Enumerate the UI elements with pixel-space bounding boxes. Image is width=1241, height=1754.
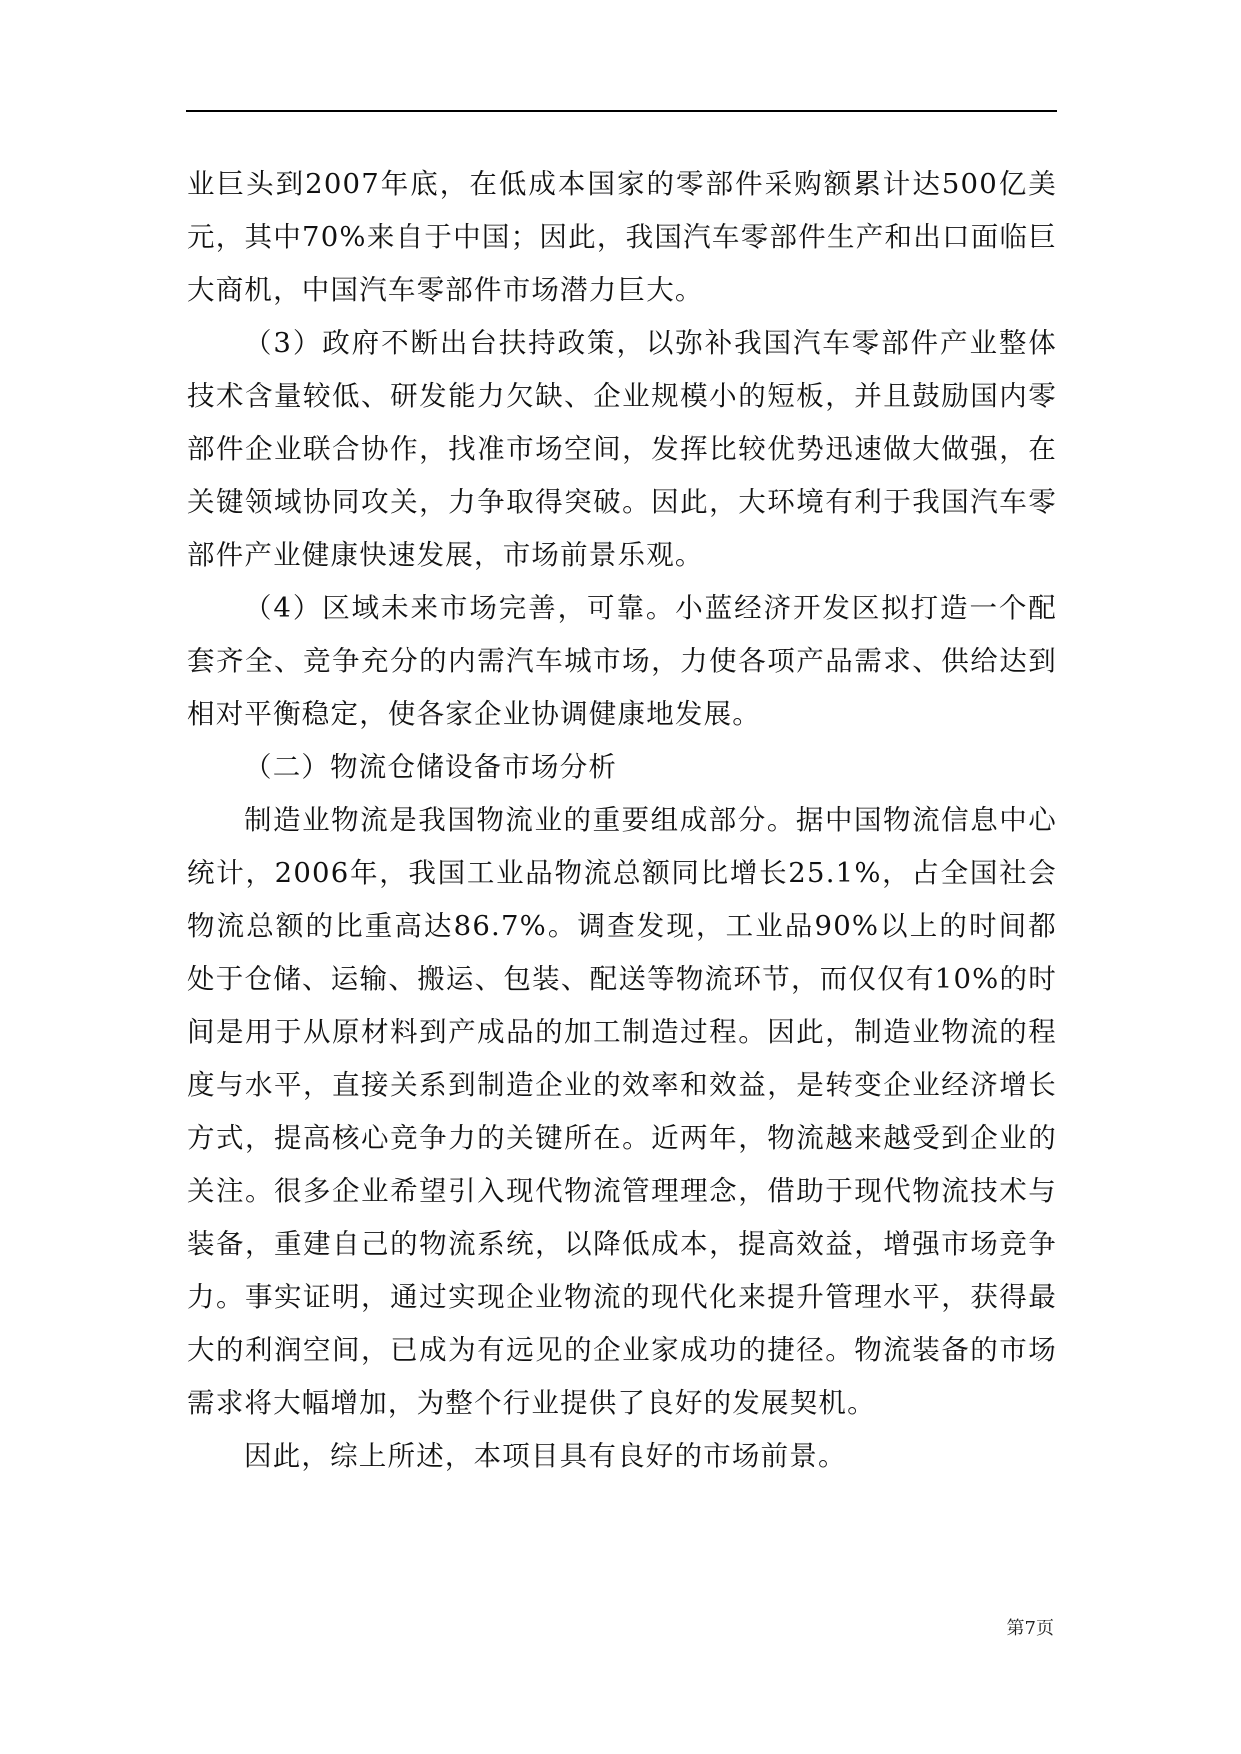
section-heading-logistics: （二）物流仓储设备市场分析	[244, 751, 618, 783]
page-number: 第7页	[1006, 1618, 1054, 1639]
document-body	[187, 158, 1057, 1483]
paragraph-policy-support: （3）政府不断出台扶持政策，以弥补我国汽车零部件产业整体技术含量较低、研发能力欠缺、企业规模小的短板，并且鼓励国内零部件企业联合协作，找准市场空间，发挥比较优势迅速做大做强，在关键领域协同攻关，力争取得突破。因此，大环境有利于我国汽车零部件产业健康快速发展，市场前景乐观。	[187, 327, 1057, 571]
paragraph-conclusion: 因此，综上所述，本项目具有良好的市场前景。	[244, 1440, 847, 1472]
header-rule	[186, 110, 1057, 112]
paragraph-logistics-analysis: 制造业物流是我国物流业的重要组成部分。据中国物流信息中心统计，2006年，我国工业品物流总额同比增长25.1%，占全国社会物流总额的比重高达86.7%。调查发现，工业品90%以上的时间都处于仓储、运输、搬运、包装、配送等物流环节，而仅仅有10%的时间是用于从原材料到产成品的加工制造过程。因此，制造业物流的程度与水平，直接关系到制造企业的效率和效益，是转变企业经济增长方式，提高核心竞争力的关键所在。近两年，物流越来越受到企业的关注。很多企业希望引入现代物流管理理念，借助于现代物流技术与装备，重建自己的物流系统，以降低成本，提高效益，增强市场竞争力。事实证明，通过实现企业物流的现代化来提升管理水平，获得最大的利润空间，已成为有远见的企业家成功的捷径。物流装备的市场需求将大幅增加，为整个行业提供了良好的发展契机。	[187, 804, 1057, 1419]
paragraph-regional-market: （4）区域未来市场完善，可靠。小蓝经济开发区拟打造一个配套齐全、竞争充分的内需汽车城市场，力使各项产品需求、供给达到相对平衡稳定，使各家企业协调健康地发展。	[187, 592, 1057, 730]
paragraph-continued: 业巨头到2007年底，在低成本国家的零部件采购额累计达500亿美元，其中70%来自于中国；因此，我国汽车零部件生产和出口面临巨大商机，中国汽车零部件市场潜力巨大。	[187, 168, 1057, 306]
